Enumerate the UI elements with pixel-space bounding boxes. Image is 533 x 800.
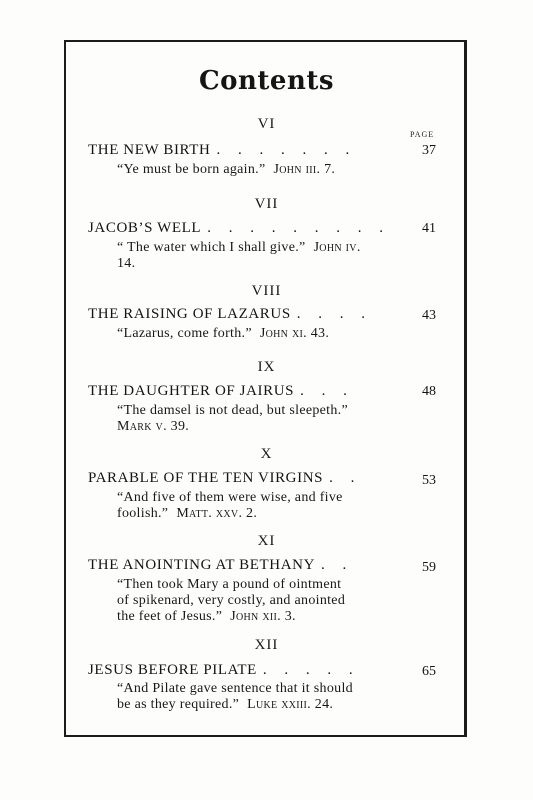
page-column-header: PAGE (410, 130, 435, 139)
chapter-title-lazarus (88, 306, 433, 323)
scripture-reference: Mark v. 39. (117, 419, 190, 434)
chapter-title-jacobs-well (88, 220, 433, 237)
quote-ten-virgins (117, 490, 433, 522)
quote-lazarus (117, 326, 433, 342)
chapter-title-bethany (88, 557, 433, 574)
chapter-title-ten-virgins (88, 470, 433, 487)
quote-text: “ The water which I shall give.” (117, 240, 306, 255)
page-number-59: 59 (422, 560, 436, 575)
quote-jacobs-well (117, 240, 433, 272)
contents-title: Contents (198, 66, 335, 96)
section-number-vii: VII (254, 196, 279, 212)
scripture-reference: Luke xxiii. 24. (247, 697, 334, 712)
leader-dots: . . . . . (262, 662, 360, 678)
chapter-title-text: THE NEW BIRTH (88, 142, 211, 158)
quote-text-line-1: “And five of them were wise, and five (117, 490, 343, 505)
quote-text-line-2: foolish.” (117, 506, 169, 521)
quote-text: “Ye must be born again.” (117, 162, 266, 177)
leader-dots: . . . (300, 383, 354, 399)
chapter-title-jairus (88, 383, 433, 400)
section-number-viii: VIII (251, 283, 282, 299)
section-number-xi: XI (257, 533, 276, 549)
section-number-ix: IX (257, 359, 276, 375)
section-number-vi: VI (257, 116, 276, 132)
section-number-xii: XII (254, 637, 279, 653)
chapter-title-text: THE ANOINTING AT BETHANY (88, 557, 316, 573)
quote-jairus (117, 403, 433, 435)
page-number-43: 43 (422, 308, 436, 323)
chapter-title-text: JACOB’S WELL (88, 220, 202, 236)
quote-text: “Lazarus, come forth.” (117, 326, 252, 341)
quote-text-line-1: “And Pilate gave sentence that it should (117, 681, 353, 696)
leader-dots: . . . . . . . . . (207, 220, 390, 236)
chapter-title-text: THE DAUGHTER OF JAIRUS (88, 383, 295, 399)
leader-dots: . . (329, 470, 362, 486)
scripture-reference: Matt. xxv. 2. (176, 506, 258, 521)
leader-dots: . . . . . . . (216, 142, 357, 158)
leader-dots: . . (321, 557, 354, 573)
page-number-41: 41 (422, 221, 436, 236)
quote-text-line-3: the feet of Jesus.” (117, 609, 223, 624)
quote-text-line-2: be as they required.” (117, 697, 240, 712)
chapter-title-new-birth (88, 142, 433, 159)
page-number-65: 65 (422, 664, 436, 679)
page-number-37: 37 (422, 143, 436, 158)
quote-new-birth (117, 162, 433, 178)
quote-text-line-2: of spikenard, very costly, and anointed (117, 593, 346, 608)
quote-text-line-1: “Then took Mary a pound of ointment (117, 577, 342, 592)
chapter-title-text: THE RAISING OF LAZARUS (88, 306, 291, 322)
page-number-53: 53 (422, 473, 436, 488)
chapter-title-text: PARABLE OF THE TEN VIRGINS (88, 470, 324, 486)
section-number-x: X (260, 446, 273, 462)
quote-text: “The damsel is not dead, but sleepeth.” (117, 403, 348, 418)
quote-bethany (117, 577, 433, 625)
scripture-reference: John iii. 7. (273, 162, 336, 177)
chapter-title-text: JESUS BEFORE PILATE (88, 662, 257, 678)
scripture-reference: John iv. (313, 240, 361, 255)
scripture-reference: John xii. 3. (230, 609, 296, 624)
leader-dots: . . . . (296, 306, 373, 322)
quote-tail: 14. (117, 256, 136, 271)
scripture-reference: John xi. 43. (259, 326, 330, 341)
quote-pilate (117, 681, 433, 713)
chapter-title-pilate (88, 662, 433, 679)
page-number-48: 48 (422, 384, 436, 399)
